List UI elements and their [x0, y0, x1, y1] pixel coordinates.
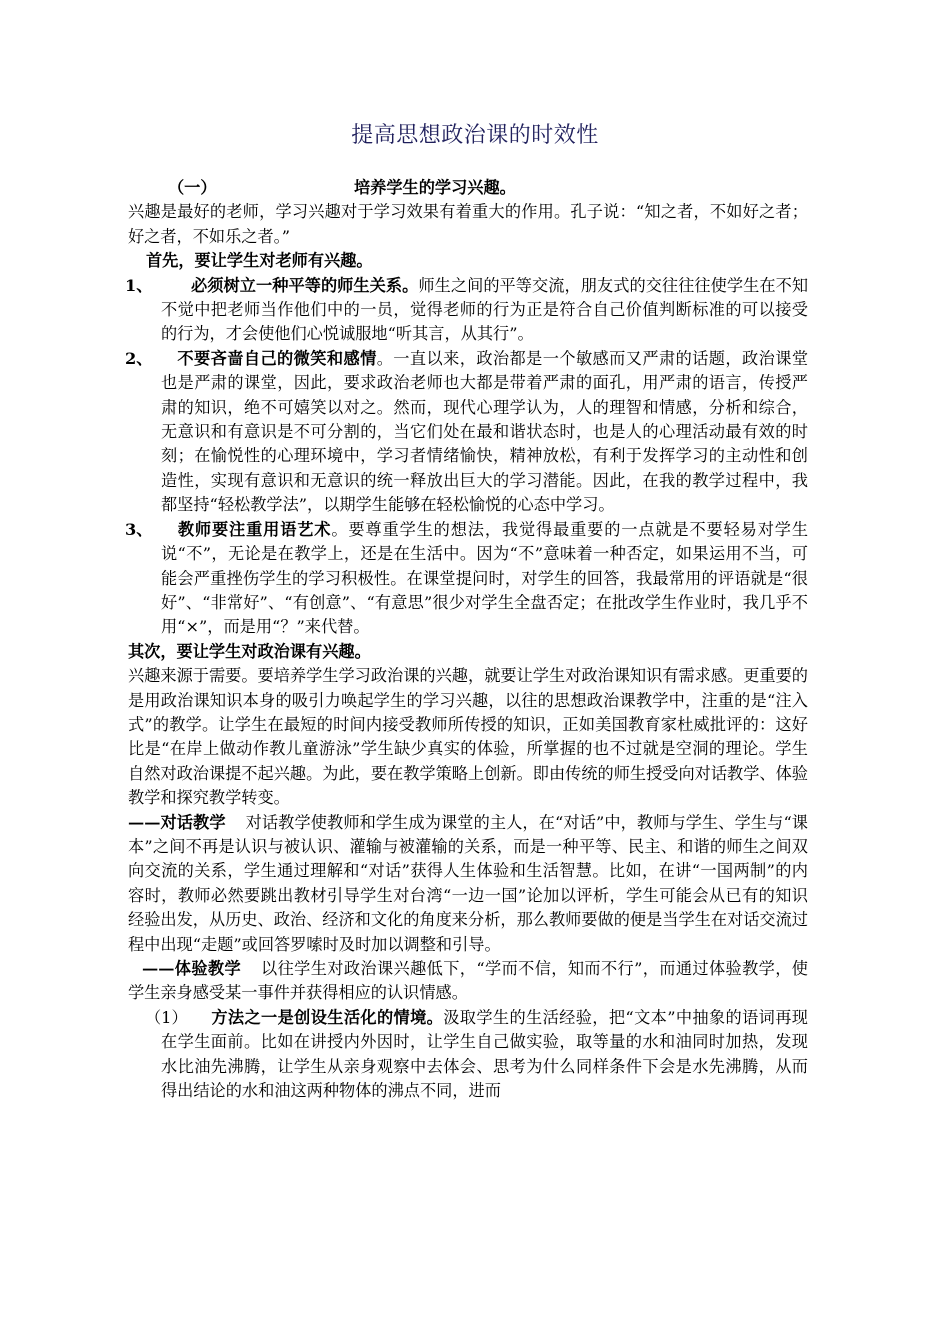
item-number: 1、	[125, 275, 153, 295]
document-body	[125, 176, 809, 1103]
dialogue-lead: ——对话教学	[128, 812, 226, 832]
item-lead: 必须树立一种平等的师生关系。	[191, 275, 419, 295]
second-heading: 其次，要让学生对政治课有兴趣。	[128, 641, 371, 661]
first-heading: 首先，要让学生对老师有兴趣。	[146, 251, 373, 271]
intro-paragraph: 兴趣是最好的老师，学习兴趣对于学习效果有着重大的作用。孔子说：“知之者，不如好之者；好之者，不如乐之者。”	[128, 202, 808, 246]
list-item	[125, 274, 809, 347]
item-lead: 教师要注重用语艺术	[177, 519, 332, 539]
list-item	[125, 347, 809, 518]
item-lead: 不要吝啬自己的微笑和感情	[177, 348, 377, 368]
experience-lead: ——体验教学	[142, 959, 242, 978]
item-text: 师生之间的平等交流，朋友式的交往往往使学生在不知不觉中把老师当作他们中的一员，觉得老师的行为正是符合自己价值判断标准的可以接受的行为，才会使他们心悦诚服地“听其言，从其行”。	[161, 275, 809, 344]
dialogue-text: 对话教学使教师和学生成为课堂的主人，在“对话”中，教师与学生、学生与“课本”之间不再是认识与被认识、灌输与被灌输的关系，而是一种平等、民主、和谐的师生之间双向交流的关系，学生通过理解和“对话”获得人生体验和生活智慧。比如，在讲“一国两制”的内容时，教师必然要跳出教材引导学生对台湾“一边一国”论加以评析，学生可能会从已有的知识经验出发，从历史、政治、经济和文化的角度来分析，那么教师要做的便是当学生在对话交流过程中出现“走题”或回答罗嗦时及时加以调整和引导。	[128, 812, 808, 954]
item-text: 。要尊重学生的想法，我觉得最重要的一点就是不要轻易对学生说“不”，无论是在教学上，还是在生活中。因为“不”意味着一种否定，如果运用不当，可能会严重挫伤学生的学习积极性。在课堂提问时，对学生的回答，我最常用的评语就是“很好”、“非常好”、“有创意”、“有意思”很少对学生全盘否定；在批改学生作业时，我几乎不用“×”，而是用“？”来代替。	[161, 519, 809, 637]
item-text: 。一直以来，政治都是一个敏感而又严肃的话题，政治课堂也是严肃的课堂，因此，要求政治老师也大都是带着严肃的面孔，用严肃的语言，传授严肃的知识，绝不可嬉笑以对之。然而，现代心理学认为，人的理智和情感，分析和综合，无意识和有意识是不可分割的，当它们处在最和谐状态时，也是人的心理活动最有效的时刻；在愉悦性的心理环境中，学习者情绪愉快，精神放松，有利于发挥学习的主动性和创造性，实现有意识和无意识的统一释放出巨大的学习潜能。因此，在我的教学过程中，我都坚持“轻松教学法”，以期学生能够在轻松愉悦的心态中学习。	[161, 348, 809, 515]
experience-paragraph	[128, 957, 808, 1006]
document-title: 提高思想政治课的时效性	[351, 123, 599, 148]
item-number: 2、	[125, 348, 153, 368]
list-item	[125, 518, 809, 640]
item-number: 3、	[125, 519, 153, 539]
section-title: 培养学生的学习兴趣。	[354, 178, 516, 197]
dialogue-paragraph	[128, 811, 808, 957]
second-paragraph: 兴趣来源于需要。要培养学生学习政治课的兴趣，就要让学生对政治课知识有需求感。更重要的是用政治课知识本身的吸引力唤起学生的学习兴趣，以往的思想政治课教学中，注重的是“注入式”的教学。让学生在最短的时间内接受教师所传授的知识，正如美国教育家杜威批评的：这好比是“在岸上做动作教儿童游泳”学生缺少真实的体验，所掌握的也不过就是空洞的理论。学生自然对政治课提不起兴趣。为此，要在教学策略上创新。即由传统的师生授受向对话教学、体验教学和探究教学转变。	[128, 666, 808, 808]
method-paragraph	[128, 1006, 808, 1104]
experience-text: 以往学生对政治课兴趣低下，“学而不信，知而不行”，而通过体验教学，使学生亲身感受某一事件并获得相应的认识情感。	[128, 959, 808, 1003]
method-number: （1）	[145, 1007, 188, 1027]
section-heading	[128, 176, 808, 200]
method-text: 汲取学生的生活经验，把“文本”中抽象的语词再现在学生面前。比如在讲授内外因时，让学生自己做实验，取等量的水和油同时加热，发现水比油先沸腾，让学生从亲身观察中去体会、思考为什么同样条件下会是水先沸腾，从而得出结论的水和油这两种物体的沸点不同，进而	[161, 1007, 808, 1101]
section-number: （一）	[168, 178, 217, 197]
method-lead: 方法之一是创设生活化的情境。	[211, 1007, 444, 1027]
